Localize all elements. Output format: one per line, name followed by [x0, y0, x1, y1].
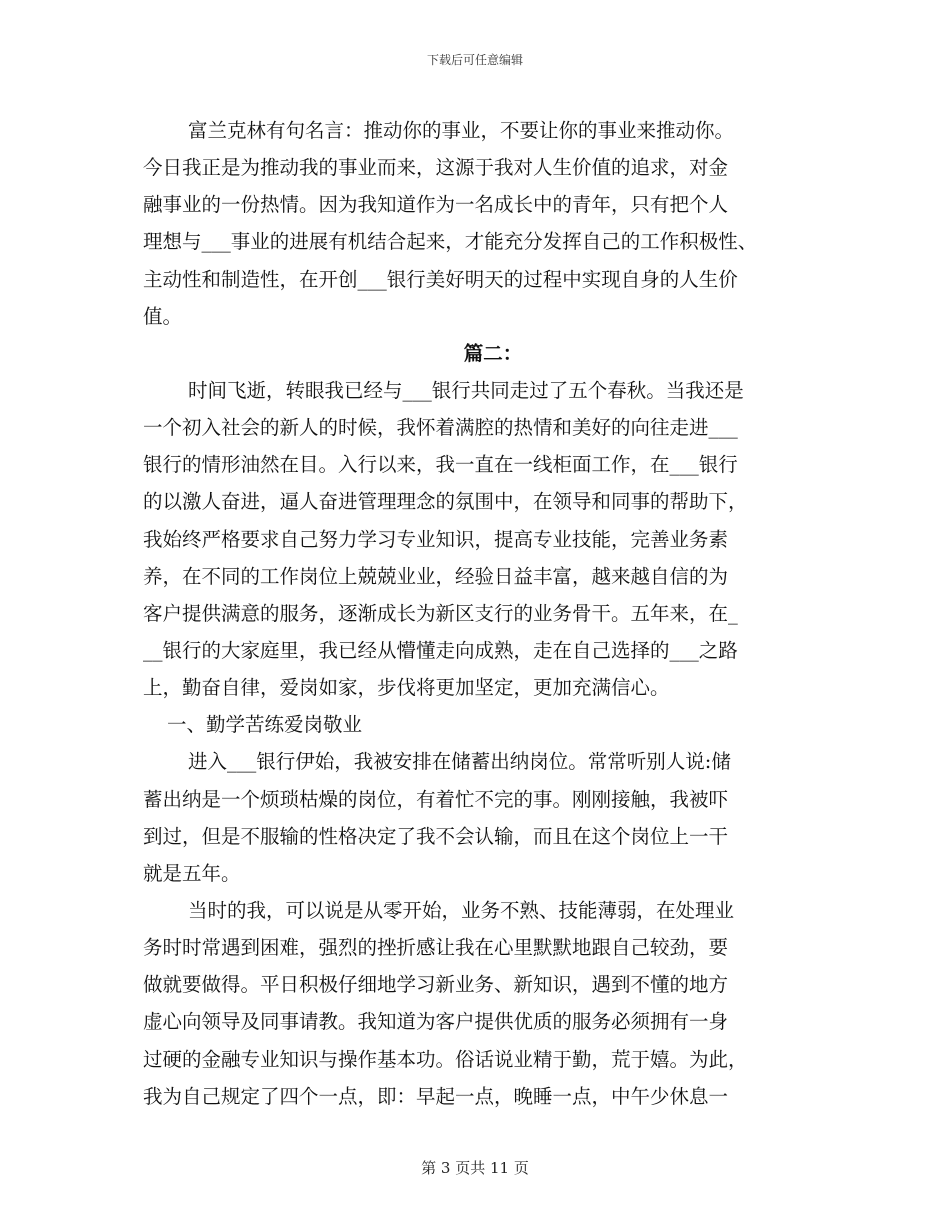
paragraph-line: 就是五年。 [143, 861, 241, 885]
paragraph-line: 虚心向领导及同事请教。我知道为客户提供优质的服务必须拥有一身 [143, 1010, 729, 1034]
paragraph-line: 当时的我，可以说是从零开始，业务不熟、技能薄弱，在处理业 [188, 898, 735, 922]
paragraph-line: 的以激人奋进，逼人奋进管理理念的氛围中，在领导和同事的帮助下， [143, 490, 748, 514]
paragraph-line: 银行的情形油然在目。入行以来，我一直在一线柜面工作，在___银行 [143, 453, 738, 477]
paragraph-line: 值。 [143, 304, 183, 328]
paragraph-line: 到过，但是不服输的性格决定了我不会认输，而且在这个岗位上一干 [143, 824, 729, 848]
paragraph-line: 今日我正是为推动我的事业而来，这源于我对人生价值的追求，对金 [143, 156, 729, 180]
paragraph-line: 客户提供满意的服务，逐渐成长为新区支行的业务骨干。五年来，在_ [143, 601, 738, 625]
paragraph-line: 务时时常遇到困难，强烈的挫折感让我在心里默默地跟自己较劲，要 [143, 936, 729, 960]
paragraph-line: 过硬的金融专业知识与操作基本功。俗话说业精于勤，荒于嬉。为此， [143, 1047, 748, 1071]
paragraph-line: 上，勤奋自律，爱岗如家，步伐将更加坚定，更加充满信心。 [143, 676, 670, 700]
document-body [143, 112, 823, 1115]
paragraph-line: 做就要做得。平日积极仔细地学习新业务、新知识，遇到不懂的地方 [143, 973, 729, 997]
section-title: 篇二： [463, 341, 523, 365]
paragraph-line: 融事业的一份热情。因为我知道作为一名成长中的青年，只有把个人 [143, 193, 729, 217]
paragraph-line: 理想与___事业的进展有机结合起来，才能充分发挥自己的工作积极性、 [143, 230, 758, 254]
page-header: 下载后可任意编辑 [426, 53, 523, 67]
paragraph-line: __银行的大家庭里，我已经从懵懂走向成熟，走在自己选择的___之路 [143, 638, 738, 662]
paragraph-line: 一个初入社会的新人的时候，我怀着满腔的热情和美好的向往走进___ [143, 416, 738, 440]
paragraph-line: 我始终严格要求自己努力学习专业知识，提高专业技能，完善业务素 [143, 527, 729, 551]
paragraph-line: 时间飞逝，转眼我已经与___银行共同走过了五个春秋。当我还是 [188, 378, 744, 402]
paragraph-line: 蓄出纳是一个烦琐枯燥的岗位，有着忙不完的事。刚刚接触，我被吓 [143, 787, 729, 811]
paragraph-line: 我为自己规定了四个一点，即：早起一点，晚睡一点，中午少休息一 [143, 1084, 729, 1108]
paragraph-line: 主动性和制造性，在开创___银行美好明天的过程中实现自身的人生价 [143, 267, 738, 291]
page-number-footer: 第 3 页共 11 页 [421, 1159, 529, 1177]
paragraph-line: 进入___银行伊始，我被安排在储蓄出纳岗位。常常听别人说:储 [188, 750, 731, 774]
paragraph-line: 养，在不同的工作岗位上兢兢业业，经验日益丰富，越来越自信的为 [143, 564, 729, 588]
subsection-heading: 一、勤学苦练爱岗敬业 [167, 713, 363, 737]
paragraph-line: 富兰克林有句名言：推动你的事业，不要让你的事业来推动你。 [188, 119, 735, 142]
